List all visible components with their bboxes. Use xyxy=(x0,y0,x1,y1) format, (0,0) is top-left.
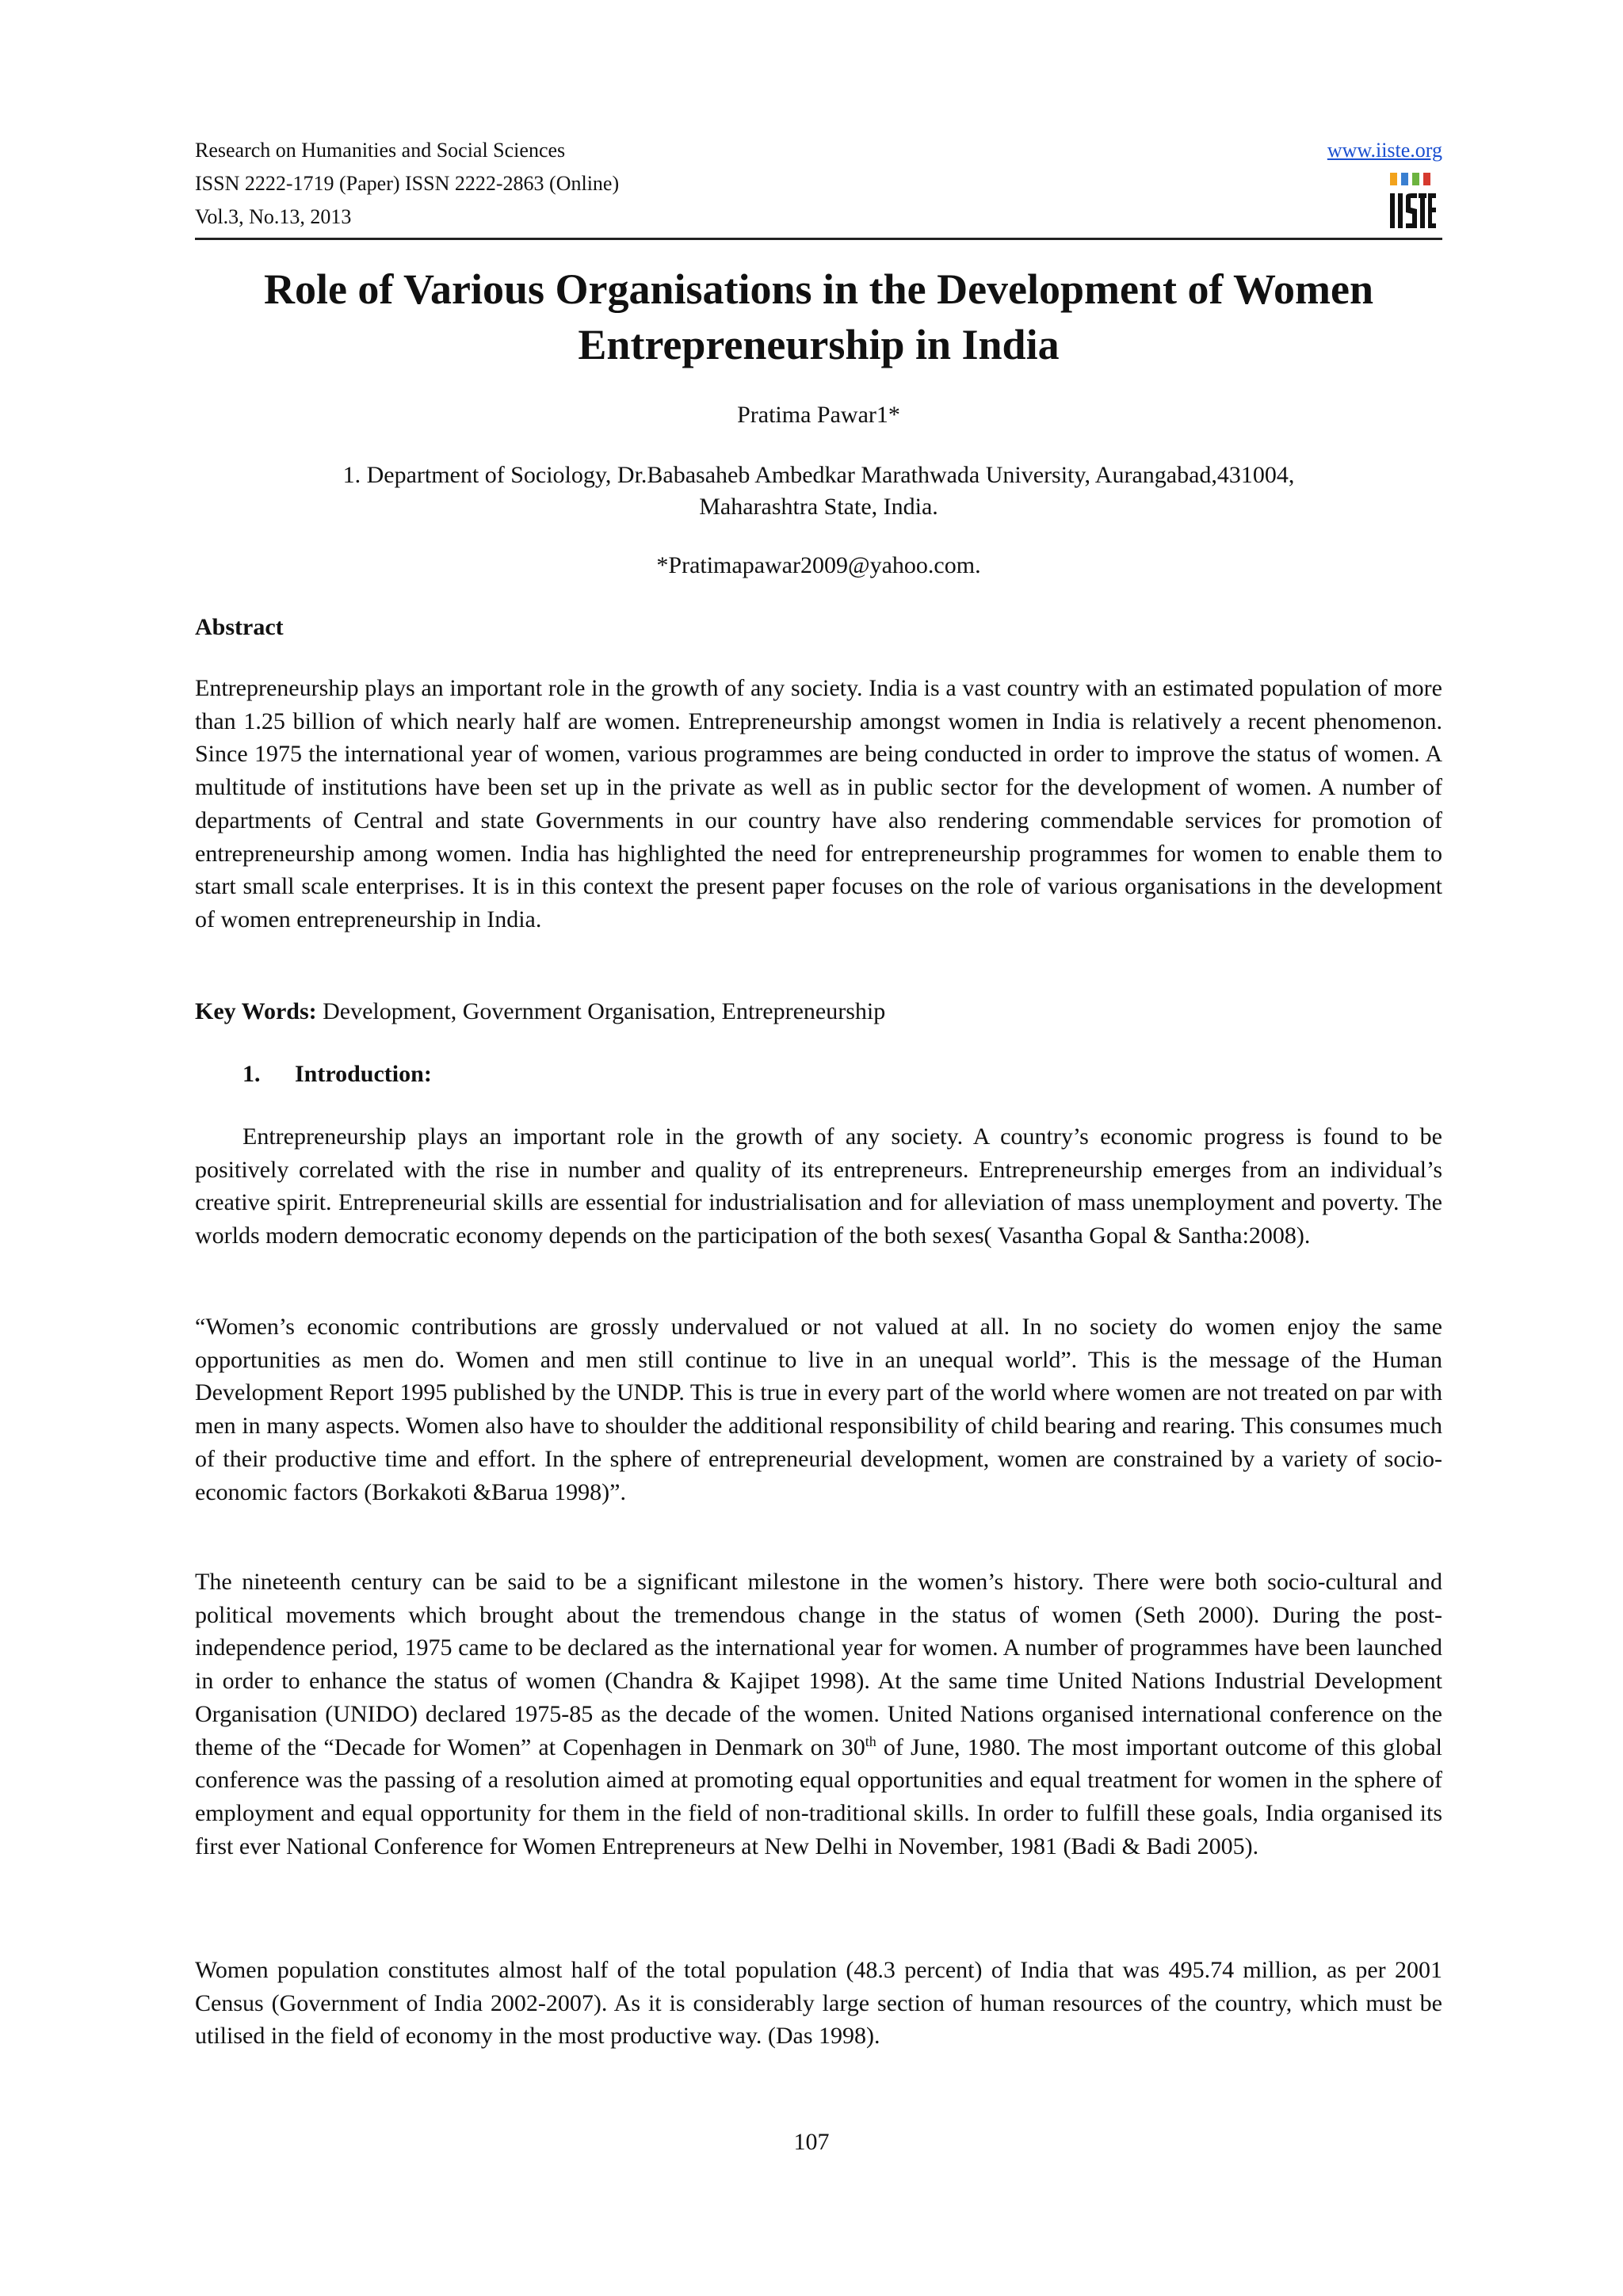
author-affiliation xyxy=(195,460,1442,523)
journal-volume: Vol.3, No.13, 2013 xyxy=(195,205,352,228)
keywords xyxy=(195,995,1442,1028)
body-paragraph: Women population constitutes almost half of the total population (48.3 percent) of India that was 495.74 million, as per 2001 Census (Government of India 2002-2007). As it is considerably large section of human resources of the country, which must be utilised in the field of economy in the most productive way. (Das 1998). xyxy=(195,1957,1442,2050)
section-number: 1. xyxy=(242,1061,261,1087)
journal-issn: ISSN 2222-1719 (Paper) ISSN 2222-2863 (Online) xyxy=(195,172,620,195)
header-divider xyxy=(195,238,1442,240)
superscript: th xyxy=(865,1733,876,1749)
paragraph-text: The nineteenth century can be said to be a significant milestone in the women’s history. There were both socio-cultural and political movements which brought about the tremendous change in the status of women (Seth 2000). During the post-independence period, 1975 came to be declared as the international year for women. A number of programmes have been launched in order to enhance the status of women (Chandra & Kajipet 1998). At the same time United Nations Industrial Development Organisation (UNIDO) declared 1975-85 as the decade of the women. United Nations organised international conference on the theme of the “Decade for Women” at Copenhagen in Denmark on 30 xyxy=(195,1569,1442,1760)
abstract-text: Entrepreneurship plays an important role in the growth of any society. India is a vast country with an estimated population of more than 1.25 billion of which nearly half are women. Entrepreneurship amongst women in India is relatively a recent phenomenon. Since 1975 the international year of women, various programmes are being conducted in order to improve the status of women. A multitude of institutions have been set up in the private as well as in public sector for the development of women. A number of departments of Central and state Governments in our country have also rendering commendable services for promotion of entrepreneurship among women. India has highlighted the need for entrepreneurship programmes for women to enable them to start small scale enterprises. It is in this context the present paper focuses on the role of various organisations in the development of women entrepreneurship in India. xyxy=(195,675,1442,933)
paper-title: Role of Various Organisations in the Development of Women Entrepreneurship in India xyxy=(263,265,1374,368)
author-email: *Pratimapawar2009@yahoo.com. xyxy=(656,552,981,578)
body-paragraph: Entrepreneurship plays an important role in the growth of any society. A country’s economic progress is found to be positively correlated with the rise in number and quality of its entrepreneurs. Entrepreneurship emerges from an individual’s creative spirit. Entrepreneurial skills are essential for industrialisation and for alleviation of mass unemployment and poverty. The worlds modern democratic economy depends on the participation of the both sexes( Vasantha Gopal & Santha:2008). xyxy=(195,1123,1442,1249)
website-link[interactable]: www.iiste.org xyxy=(1327,139,1442,162)
affiliation-line: 1. Department of Sociology, Dr.Babasaheb Ambedkar Marathwada University, Aurangabad,431004, xyxy=(342,462,1295,488)
body-paragraph xyxy=(195,1566,1442,1863)
keywords-label: Key Words: xyxy=(195,998,317,1024)
paragraph-text: of June, 1980. The most important outcome of this global conference was the passing of a resolution aimed at promoting equal opportunities and equal treatment for women in the sphere of employment and equal opportunity for them in the field of non-traditional skills. In order to fulfill these goals, India organised its first ever National Conference for Women Entrepreneurs at New Delhi in November, 1981 (Badi & Badi 2005). xyxy=(195,1733,1442,1859)
journal-name: Research on Humanities and Social Sciences xyxy=(195,139,566,162)
author-name: Pratima Pawar1* xyxy=(737,402,900,428)
keywords-text: Development, Government Organisation, Entrepreneurship xyxy=(323,998,886,1024)
abstract-heading: Abstract xyxy=(195,614,284,640)
iiste-logo-icon xyxy=(1388,170,1438,233)
affiliation-line: Maharashtra State, India. xyxy=(699,494,938,520)
section-title: Introduction: xyxy=(295,1061,432,1087)
page-number: 107 xyxy=(793,2129,830,2155)
journal-header xyxy=(195,135,1442,239)
section-heading-introduction xyxy=(242,1058,432,1090)
body-paragraph: “Women’s economic contributions are grossly undervalued or not valued at all. In no society do women enjoy the same opportunities as men do. Women and men still continue to live in an unequal world”. This is the message of the Human Development Report 1995 published by the UNDP. This is true in every part of the world where women are not treated on par with men in many aspects. Women also have to shoulder the additional responsibility of child bearing and rearing. This consumes much of their productive time and effort. In the sphere of entrepreneurial development, women are constrained by a variety of socio-economic factors (Borkakoti &Barua 1998)”. xyxy=(195,1314,1442,1505)
